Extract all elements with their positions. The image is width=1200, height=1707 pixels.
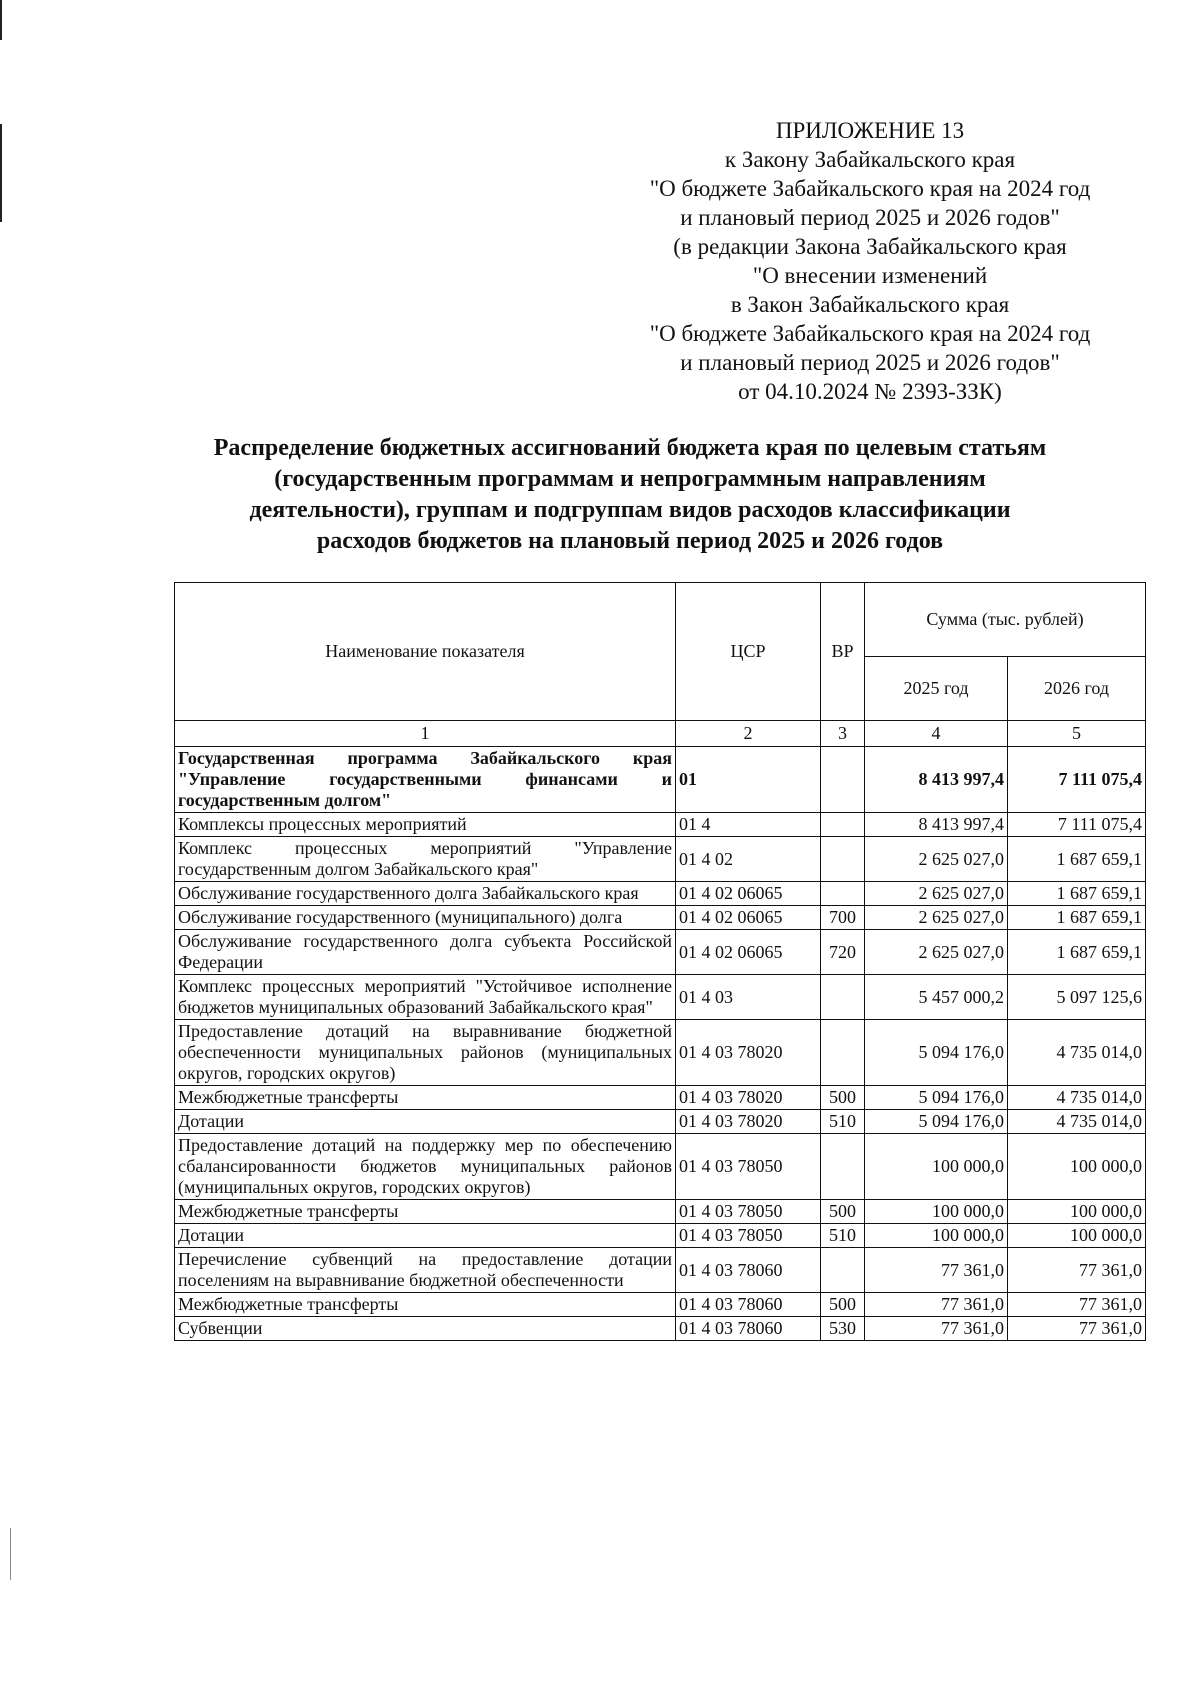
- title-line: расходов бюджетов на плановый период 2025 и 2026 годов: [316, 528, 944, 554]
- appendix-line: и плановый период 2025 и 2026 годов": [680, 205, 1060, 230]
- table-row: [175, 1200, 1146, 1224]
- row-vr-cell: [821, 882, 865, 906]
- table-row: [175, 930, 1146, 975]
- row-csr-cell: 01 4 03 78050: [676, 1134, 821, 1200]
- row-2025-cell: 77 361,0: [865, 1293, 1008, 1317]
- row-2025-cell: 5 094 176,0: [865, 1020, 1008, 1086]
- row-name-cell: Государственная программа Забайкальского края "Управление государственными финансами и государственным долгом": [175, 747, 676, 813]
- title-line: Распределение бюджетных ассигнований бюджета края по целевым статьям: [213, 435, 1047, 461]
- table-row: [175, 1317, 1146, 1341]
- row-csr-cell: 01 4 03: [676, 975, 821, 1020]
- row-vr-cell: 510: [821, 1110, 865, 1134]
- table-row: [175, 1134, 1146, 1200]
- appendix-line: от 04.10.2024 № 2393-ЗЗК): [738, 379, 1002, 404]
- row-vr-cell: 500: [821, 1086, 865, 1110]
- appendix-line: и плановый период 2025 и 2026 годов": [680, 350, 1060, 375]
- title-line: (государственным программам и непрограммным направлениям: [274, 466, 986, 492]
- row-csr-cell: 01 4 03 78050: [676, 1200, 821, 1224]
- row-vr-cell: [821, 747, 865, 813]
- appendix-line: "О бюджете Забайкальского края на 2024 год: [649, 176, 1091, 201]
- appendix-header: [600, 116, 1140, 406]
- row-2026-cell: 1 687 659,1: [1008, 882, 1146, 906]
- row-vr-cell: 500: [821, 1293, 865, 1317]
- row-vr-cell: 510: [821, 1224, 865, 1248]
- row-csr-cell: 01 4 03 78060: [676, 1317, 821, 1341]
- column-number: 2: [676, 721, 821, 747]
- header-2026: 2026 год: [1008, 657, 1146, 721]
- header-csr: ЦСР: [676, 583, 821, 721]
- row-2026-cell: 1 687 659,1: [1008, 906, 1146, 930]
- table-row: [175, 837, 1146, 882]
- row-2025-cell: 2 625 027,0: [865, 837, 1008, 882]
- row-2025-cell: 5 094 176,0: [865, 1086, 1008, 1110]
- row-name-cell: Межбюджетные трансферты: [175, 1293, 676, 1317]
- row-csr-cell: 01 4 03 78020: [676, 1020, 821, 1086]
- row-csr-cell: 01 4 02 06065: [676, 906, 821, 930]
- row-vr-cell: [821, 1134, 865, 1200]
- row-2026-cell: 7 111 075,4: [1008, 747, 1146, 813]
- appendix-line: ПРИЛОЖЕНИЕ 13: [775, 118, 965, 143]
- row-2025-cell: 8 413 997,4: [865, 813, 1008, 837]
- row-2025-cell: 100 000,0: [865, 1224, 1008, 1248]
- row-2025-cell: 5 457 000,2: [865, 975, 1008, 1020]
- row-csr-cell: 01 4: [676, 813, 821, 837]
- header-name: Наименование показателя: [175, 583, 676, 721]
- header-2025: 2025 год: [865, 657, 1008, 721]
- table-row: [175, 975, 1146, 1020]
- table-row: [175, 1293, 1146, 1317]
- header-vr: ВР: [821, 583, 865, 721]
- row-name-cell: Комплексы процессных мероприятий: [175, 813, 676, 837]
- row-name-cell: Перечисление субвенций на предоставление дотации поселениям на выравнивание бюджетной обеспеченности: [175, 1248, 676, 1293]
- row-2026-cell: 77 361,0: [1008, 1317, 1146, 1341]
- row-2026-cell: 4 735 014,0: [1008, 1086, 1146, 1110]
- table-row: [175, 882, 1146, 906]
- appendix-line: в Закон Забайкальского края: [730, 292, 1010, 317]
- row-vr-cell: 500: [821, 1200, 865, 1224]
- row-name-cell: Дотации: [175, 1224, 676, 1248]
- title-line: деятельности), группам и подгруппам видов расходов классификации: [249, 497, 1011, 523]
- row-vr-cell: [821, 975, 865, 1020]
- column-number: 4: [865, 721, 1008, 747]
- row-2026-cell: 5 097 125,6: [1008, 975, 1146, 1020]
- row-vr-cell: [821, 837, 865, 882]
- row-2025-cell: 5 094 176,0: [865, 1110, 1008, 1134]
- table-row: [175, 1248, 1146, 1293]
- row-csr-cell: 01 4 02: [676, 837, 821, 882]
- appendix-line: (в редакции Закона Забайкальского края: [673, 234, 1067, 259]
- column-number: 1: [175, 721, 676, 747]
- row-name-cell: Дотации: [175, 1110, 676, 1134]
- row-2025-cell: 100 000,0: [865, 1200, 1008, 1224]
- row-2026-cell: 100 000,0: [1008, 1224, 1146, 1248]
- table-row: [175, 906, 1146, 930]
- scan-edge-mark: [0, 124, 2, 222]
- document-title: [140, 433, 1120, 557]
- row-2025-cell: 2 625 027,0: [865, 882, 1008, 906]
- scan-edge-mark: [10, 1528, 11, 1580]
- row-2026-cell: 77 361,0: [1008, 1248, 1146, 1293]
- row-name-cell: Предоставление дотаций на поддержку мер по обеспечению сбалансированности бюджетов муниципальных районов (муниципальных округов, городских округов): [175, 1134, 676, 1200]
- row-vr-cell: 700: [821, 906, 865, 930]
- appendix-line: "О внесении изменений: [752, 263, 988, 288]
- row-2025-cell: 100 000,0: [865, 1134, 1008, 1200]
- row-2026-cell: 7 111 075,4: [1008, 813, 1146, 837]
- table-row: [175, 747, 1146, 813]
- row-2025-cell: 77 361,0: [865, 1248, 1008, 1293]
- row-name-cell: Межбюджетные трансферты: [175, 1086, 676, 1110]
- row-2026-cell: 4 735 014,0: [1008, 1110, 1146, 1134]
- appendix-line: к Закону Забайкальского края: [724, 147, 1016, 172]
- row-2026-cell: 4 735 014,0: [1008, 1020, 1146, 1086]
- row-vr-cell: 720: [821, 930, 865, 975]
- row-name-cell: Обслуживание государственного долга Забайкальского края: [175, 882, 676, 906]
- row-2026-cell: 1 687 659,1: [1008, 837, 1146, 882]
- scan-edge-mark: [0, 0, 2, 40]
- row-csr-cell: 01 4 03 78020: [676, 1086, 821, 1110]
- row-vr-cell: [821, 1248, 865, 1293]
- table-row: [175, 1110, 1146, 1134]
- row-2026-cell: 77 361,0: [1008, 1293, 1146, 1317]
- row-name-cell: Межбюджетные трансферты: [175, 1200, 676, 1224]
- row-name-cell: Обслуживание государственного (муниципального) долга: [175, 906, 676, 930]
- row-2025-cell: 2 625 027,0: [865, 930, 1008, 975]
- row-2025-cell: 77 361,0: [865, 1317, 1008, 1341]
- row-name-cell: Комплекс процессных мероприятий "Устойчивое исполнение бюджетов муниципальных образований Забайкальского края": [175, 975, 676, 1020]
- row-csr-cell: 01 4 03 78060: [676, 1248, 821, 1293]
- row-name-cell: Субвенции: [175, 1317, 676, 1341]
- row-2025-cell: 2 625 027,0: [865, 906, 1008, 930]
- row-2026-cell: 100 000,0: [1008, 1134, 1146, 1200]
- column-number: 3: [821, 721, 865, 747]
- row-vr-cell: [821, 813, 865, 837]
- appendix-line: "О бюджете Забайкальского края на 2024 год: [649, 321, 1091, 346]
- table-row: [175, 813, 1146, 837]
- row-name-cell: Обслуживание государственного долга субъекта Российской Федерации: [175, 930, 676, 975]
- row-csr-cell: 01 4 03 78050: [676, 1224, 821, 1248]
- row-name-cell: Комплекс процессных мероприятий "Управление государственным долгом Забайкальского края": [175, 837, 676, 882]
- row-2026-cell: 1 687 659,1: [1008, 930, 1146, 975]
- row-csr-cell: 01: [676, 747, 821, 813]
- table-row: [175, 1020, 1146, 1086]
- header-sum: Сумма (тыс. рублей): [865, 583, 1146, 657]
- row-vr-cell: [821, 1020, 865, 1086]
- row-csr-cell: 01 4 02 06065: [676, 930, 821, 975]
- row-2025-cell: 8 413 997,4: [865, 747, 1008, 813]
- budget-table: [174, 582, 1146, 1341]
- row-vr-cell: 530: [821, 1317, 865, 1341]
- row-csr-cell: 01 4 02 06065: [676, 882, 821, 906]
- row-csr-cell: 01 4 03 78060: [676, 1293, 821, 1317]
- row-2026-cell: 100 000,0: [1008, 1200, 1146, 1224]
- row-csr-cell: 01 4 03 78020: [676, 1110, 821, 1134]
- table-row: [175, 1224, 1146, 1248]
- column-number: 5: [1008, 721, 1146, 747]
- row-name-cell: Предоставление дотаций на выравнивание бюджетной обеспеченности муниципальных районов (муниципальных округов, городских округов): [175, 1020, 676, 1086]
- table-row: [175, 1086, 1146, 1110]
